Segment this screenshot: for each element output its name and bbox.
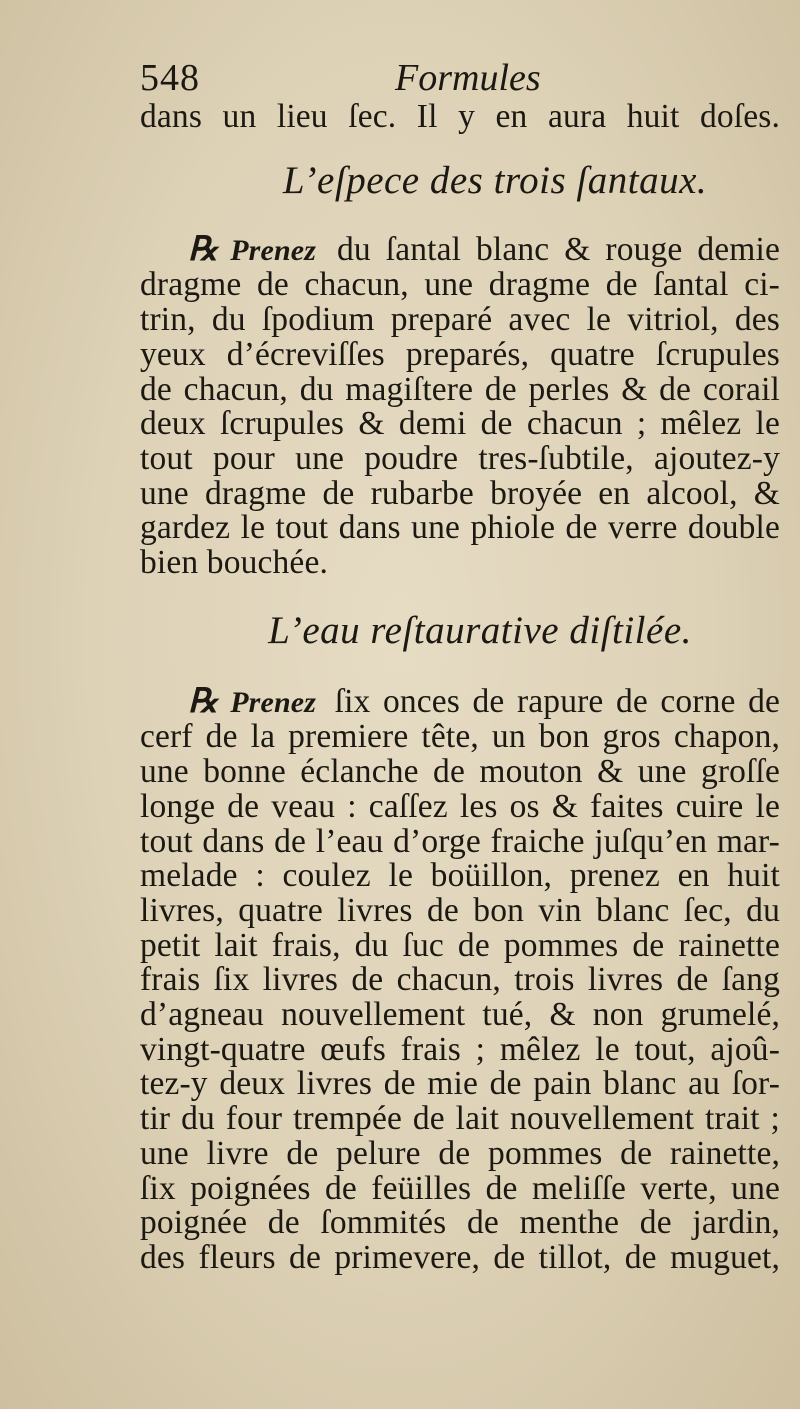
text-line: petit lait frais, du ſuc de pommes de rainette <box>140 926 780 964</box>
lead-word: Prenez <box>230 685 317 719</box>
text-line: une bonne éclanche de mouton & une groſſe <box>140 753 780 791</box>
text-line: tout pour une poudre tres-ſubtile, ajoutez-y <box>140 439 780 477</box>
text-line: deux ſcrupules & demi de chacun ; mêlez le <box>140 405 780 443</box>
text-line: yeux d’écreviſſes preparés, quatre ſcrupules <box>140 335 780 373</box>
text-line-last: bien bouchée. <box>140 544 328 582</box>
recipe-first-line <box>140 682 781 721</box>
recipe-eau-restaurative <box>140 682 781 1276</box>
text-line: cerf de la premiere tête, un bon gros chapon, <box>140 718 780 756</box>
text-line: de chacun, du magiſtere de perles & de corail <box>140 370 780 408</box>
text-line: une livre de pelure de pommes de rainette, <box>140 1134 780 1172</box>
recipe-santaux <box>140 230 780 582</box>
text-line: trin, du ſpodium preparé avec le vitriol, des <box>140 301 780 339</box>
text-line: melade : coulez le boüillon, prenez en huit <box>140 857 780 895</box>
text-line: du ſantal blanc & rouge demie <box>337 230 780 268</box>
recipe-symbol-icon: ℞ <box>188 230 219 268</box>
running-head: Formules <box>395 57 541 99</box>
text-line: poignée de ſommités de menthe de jardin, <box>140 1204 780 1242</box>
text-line: ſix onces de rapure de corne de <box>334 682 781 720</box>
section-title-santaux: L’eſpece des trois ſantaux. <box>282 158 708 202</box>
text-line: ſix poignées de feüilles de meliſſe verte, une <box>140 1169 780 1207</box>
page-number: 548 <box>140 57 200 99</box>
recipe-symbol-icon: ℞ <box>188 682 219 720</box>
section-title-eau-restaurative: L’eau reſtaurative diſtilée. <box>268 608 692 652</box>
text-line: d’agneau nouvellement tué, & non grumelé, <box>140 996 780 1034</box>
lead-word: Prenez <box>230 233 317 267</box>
text-line: livres, quatre livres de bon vin blanc ſec, du <box>140 891 780 929</box>
text-line: tout dans de l’eau d’orge fraiche juſqu’en mar- <box>140 822 780 860</box>
body-text <box>140 100 780 1276</box>
page-header <box>140 56 780 102</box>
text-line: gardez le tout dans une phiole de verre double <box>140 509 780 547</box>
text-line: vingt-quatre œufs frais ; mêlez le tout, ajoû- <box>140 1030 780 1068</box>
text-line: tir du four trempée de lait nouvellement trait ; <box>140 1100 780 1138</box>
text-line: longe de veau : caſſez les os & faites cuire le <box>140 787 780 825</box>
text-line: des fleurs de primevere, de tillot, de muguet, <box>140 1238 780 1276</box>
text-line: dragme de chacun, une dragme de ſantal ci- <box>140 266 780 304</box>
opening-line: dans un lieu ſec. Il y en aura huit doſes. <box>140 98 780 135</box>
text-line: frais ſix livres de chacun, trois livres de ſang <box>140 961 780 999</box>
text-line: une dragme de rubarbe broyée en alcool, & <box>140 474 780 512</box>
recipe-first-line <box>140 230 780 269</box>
text-line: tez-y deux livres de mie de pain blanc au ſor- <box>140 1065 780 1103</box>
